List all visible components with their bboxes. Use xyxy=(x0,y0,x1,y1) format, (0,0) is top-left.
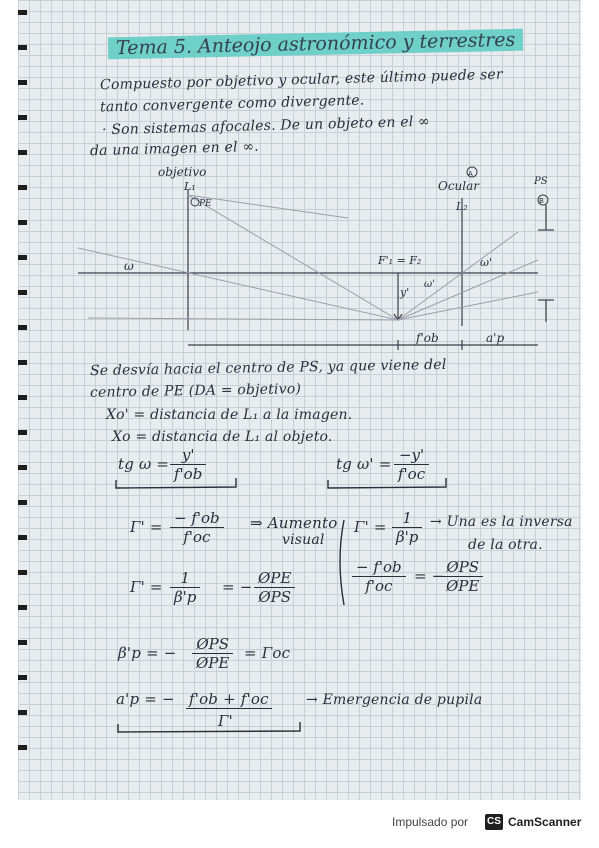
gamma2-lhs: Γ' = xyxy=(130,578,163,596)
gamma4-num2: ØPS xyxy=(442,558,483,577)
gamma2-fraction xyxy=(170,569,200,606)
label-circle-a: A xyxy=(468,170,473,178)
gamma2-den: β'p xyxy=(174,588,197,606)
tan-right-lhs: tg ω' = xyxy=(336,455,392,473)
tan-right-num: −y' xyxy=(394,446,429,465)
gamma4-mid: = − xyxy=(414,567,445,585)
gamma4-num: − f'ob xyxy=(352,558,406,577)
label-l2: L₂ xyxy=(456,200,468,213)
gamma1-arrow: ⇒ Aumento xyxy=(250,514,338,532)
gamma4-fraction-2 xyxy=(442,558,483,595)
beta-fraction xyxy=(192,635,233,672)
label-f-ob: f'ob xyxy=(416,331,439,345)
notebook-page xyxy=(18,0,581,800)
gamma2-fraction-2 xyxy=(254,569,295,606)
powered-by-text: Impulsado por xyxy=(392,815,469,829)
label-pe: PE xyxy=(199,199,212,209)
explanation-line-2: centro de PE (DA = objetivo) xyxy=(89,381,302,401)
result-underlines xyxy=(18,0,581,800)
gamma3-den: β'p xyxy=(396,528,419,546)
label-l1: L₁ xyxy=(184,180,196,193)
tan-right-den: f'oc xyxy=(398,465,426,483)
gamma1-lhs: Γ' = xyxy=(130,518,163,536)
label-omega: ω xyxy=(124,259,134,273)
intro-line-1: Compuesto por objetivo y ocular, este último puede ser xyxy=(99,66,503,94)
gamma3-num: 1 xyxy=(392,509,422,528)
camscanner-logo-icon: CS xyxy=(485,814,503,830)
tan-left-num: y' xyxy=(170,446,206,465)
label-circle-b: B xyxy=(539,197,544,205)
label-a-p: a'p xyxy=(486,331,505,345)
tan-left-lhs: tg ω = xyxy=(118,455,170,473)
gamma4-den: f'oc xyxy=(365,577,393,595)
gamma2-num2: ØPE xyxy=(254,569,295,588)
gamma3-lhs: Γ' = xyxy=(354,518,387,536)
label-ps: PS xyxy=(534,176,548,187)
beta-lhs: β'p = − xyxy=(118,644,177,662)
gamma3-note: de la otra. xyxy=(468,537,543,553)
gamma1-den: f'oc xyxy=(183,528,211,546)
gamma1-fraction xyxy=(170,509,224,546)
gamma4-fraction xyxy=(352,558,406,595)
label-ocular: Ocular xyxy=(438,179,480,193)
gamma2-num: 1 xyxy=(170,569,200,588)
label-objetivo: objetivo xyxy=(158,165,207,179)
intro-line-2: tanto convergente como divergente. xyxy=(99,92,365,116)
gamma4-den2: ØPE xyxy=(446,577,480,595)
definition-xo: Xo = distancia de L₁ al objeto. xyxy=(112,429,333,445)
label-omega-prime-b: ω' xyxy=(424,279,435,290)
label-omega-prime-a: ω' xyxy=(480,256,492,269)
beta-rhs: = Γoc xyxy=(244,644,291,662)
ap-expr: f'ob + f'oc xyxy=(186,690,272,709)
beta-num: ØPS xyxy=(192,635,233,654)
gamma3-arrow: → Una es la inversa xyxy=(430,514,573,530)
camscanner-brand: CamScanner xyxy=(508,815,582,829)
ap-bottom: Γ' xyxy=(218,712,233,730)
gamma3-fraction xyxy=(392,509,422,546)
intro-line-3: · Son sistemas afocales. De un objeto en el ∞ xyxy=(101,113,431,139)
beta-den: ØPE xyxy=(196,654,230,672)
intro-line-4: da una imagen en el ∞. xyxy=(89,138,260,160)
ap-lhs: a'p = − xyxy=(116,690,175,708)
label-f1f2: F'₁ = F₂ xyxy=(378,254,422,267)
definition-xo-prime: Xo' = distancia de L₁ a la imagen. xyxy=(106,407,353,423)
explanation-line-1: Se desvía hacia el centro de PS, ya que viene del xyxy=(89,356,447,380)
ap-arrow: → Emergencia de pupila xyxy=(306,692,483,708)
gamma1-num: − f'ob xyxy=(170,509,224,528)
tan-left-den: f'ob xyxy=(174,465,203,483)
gamma2-den2: ØPS xyxy=(258,588,291,606)
gamma1-note: visual xyxy=(282,532,325,548)
label-y-prime: y' xyxy=(400,286,410,299)
gamma2-mid: = − xyxy=(222,578,253,596)
page-title: Tema 5. Anteojo astronómico y terrestres xyxy=(108,29,524,60)
